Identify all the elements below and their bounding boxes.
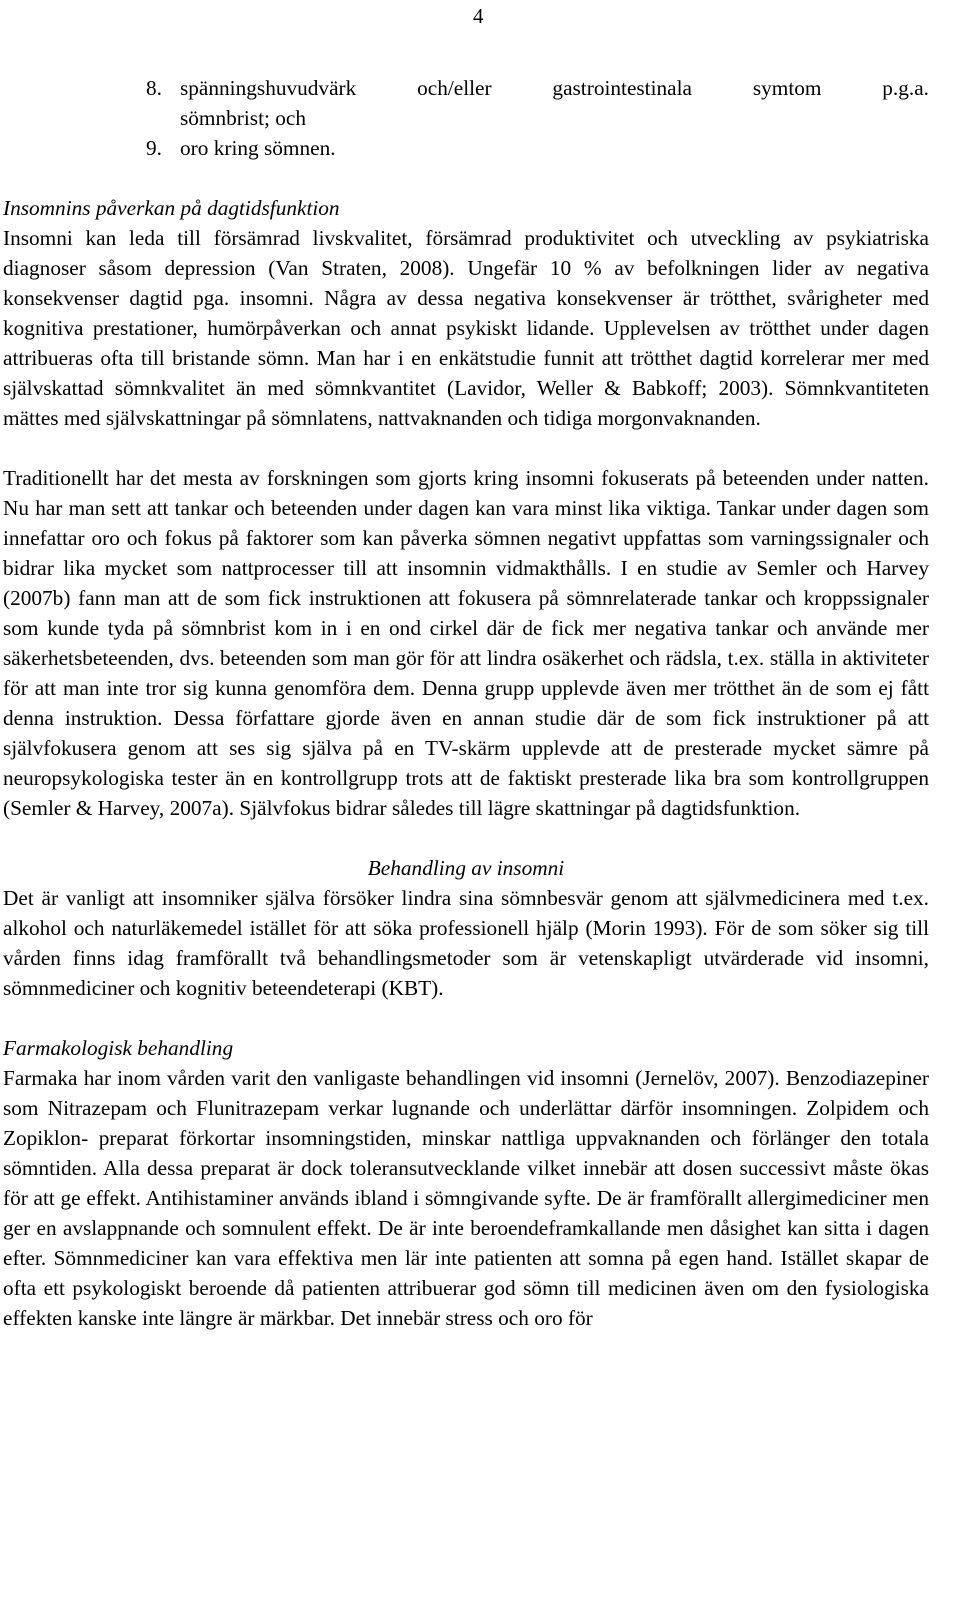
list-item-9: [3, 133, 929, 163]
paragraph-behandling: Det är vanligt att insomniker själva försöker lindra sina sömnbesvär genom att självmedicinera med t.ex. alkohol och naturläkemedel istället för att söka professionell hjälp (Morin 1993). För de som söker sig till vården finns idag framförallt två behandlingsmetoder som är vetenskapligt utvärderade vid insomni, sömnmediciner och kognitiv beteendeterapi (KBT).: [3, 886, 929, 1000]
list-text: oro kring sömnen.: [180, 136, 336, 160]
list-number: 9.: [146, 136, 162, 160]
list-item-8: [3, 73, 929, 133]
section-heading-farmakologisk: Farmakologisk behandling: [3, 1036, 234, 1060]
spacer: [3, 433, 929, 463]
section-heading-dagtidsfunktion: Insomnins påverkan på dagtidsfunktion: [3, 196, 340, 220]
list-text-continuation: sömnbrist; och: [180, 106, 307, 130]
page-content: [3, 73, 929, 1333]
paragraph-farmakologisk: Farmaka har inom vården varit den vanligaste behandlingen vid insomni (Jernelöv, 2007). Benzodiazepiner som Nitrazepam och Flunitrazepam verkar lugnande och underlättar därför insomningen. Zolpidem och Zopiklon- preparat förkortar insomningstiden, minskar nattliga uppvaknanden och förlänger den totala sömntiden. Alla dessa preparat är dock toleransutvecklande vilket innebär att dosen successivt måste ökas för att ge effekt. Antihistaminer används ibland i sömngivande syfte. De är framförallt allergimediciner men ger en avslappnande och somnulent effekt. De är inte beroendeframkallande men dåsighet kan sitta i dagen efter. Sömnmediciner kan vara effektiva men lär inte patienten att somna på egen hand. Istället skapar de ofta ett psykologiskt beroende då patienten attribuerar god sömn till medicinen även om den fysiologiska effekten kanske inte längre är märkbar. Det innebär stress och oro för: [3, 1066, 929, 1330]
page-number: 4: [473, 4, 484, 28]
numbered-list: [3, 73, 929, 163]
section-heading-behandling: Behandling av insomni: [367, 856, 565, 880]
paragraph-tankar-under-dagen: Traditionellt har det mesta av forskningen som gjorts kring insomni fokuserats på beteenden under natten. Nu har man sett att tankar och beteenden under dagen kan vara minst lika viktiga. Tankar under dagen som innefattar oro och fokus på faktorer som kan påverka sömnen negativt uppfattas som varningssignaler och bidrar lika mycket som nattprocesser till att insomnin vidmakthålls. I en studie av Semler och Harvey (2007b) fann man att de som fick instruktionen att fokusera på sömnrelaterade tankar och kroppssignaler som kunde tyda på sömnbrist kom in i en ond cirkel där de fick mer negativa tankar och använde mer säkerhetsbeteenden, dvs. beteenden som man gör för att lindra osäkerhet och rädsla, t.ex. ställa in aktiviteter för att man inte tror sig kunna genomföra dem. Denna grupp upplevde även mer trötthet än de som ej fått denna instruktion. Dessa författare gjorde även en annan studie där de som fick instruktioner på att självfokusera genom att ses sig själva på en TV-skärm upplevde att de presterade mycket sämre på neuropsykologiska tester än en kontrollgrupp trots att de faktiskt presterade lika bra som kontrollgruppen (Semler & Harvey, 2007a). Självfokus bidrar således till lägre skattningar på dagtidsfunktion.: [3, 466, 929, 820]
list-text: spänningshuvudvärk och/eller gastrointestinala symtom p.g.a.: [180, 76, 929, 100]
spacer: [3, 163, 929, 193]
spacer: [3, 823, 929, 853]
paragraph-dagtidsfunktion: Insomni kan leda till försämrad livskvalitet, försämrad produktivitet och utveckling av psykiatriska diagnoser såsom depression (Van Straten, 2008). Ungefär 10 % av befolkningen lider av negativa konsekvenser dagtid pga. insomni. Några av dessa negativa konsekvenser är trötthet, svårigheter med kognitiva prestationer, humörpåverkan och annat psykiskt lidande. Upplevelsen av trötthet under dagen attribueras ofta till bristande sömn. Man har i en enkätstudie funnit att trötthet dagtid korrelerar mer med självskattad sömnkvalitet än med sömnkvantitet (Lavidor, Weller & Babkoff; 2003). Sömnkvantiteten mättes med självskattningar på sömnlatens, nattvaknanden och tidiga morgonvaknanden.: [3, 226, 929, 430]
list-number: 8.: [146, 76, 162, 100]
spacer: [3, 1003, 929, 1033]
